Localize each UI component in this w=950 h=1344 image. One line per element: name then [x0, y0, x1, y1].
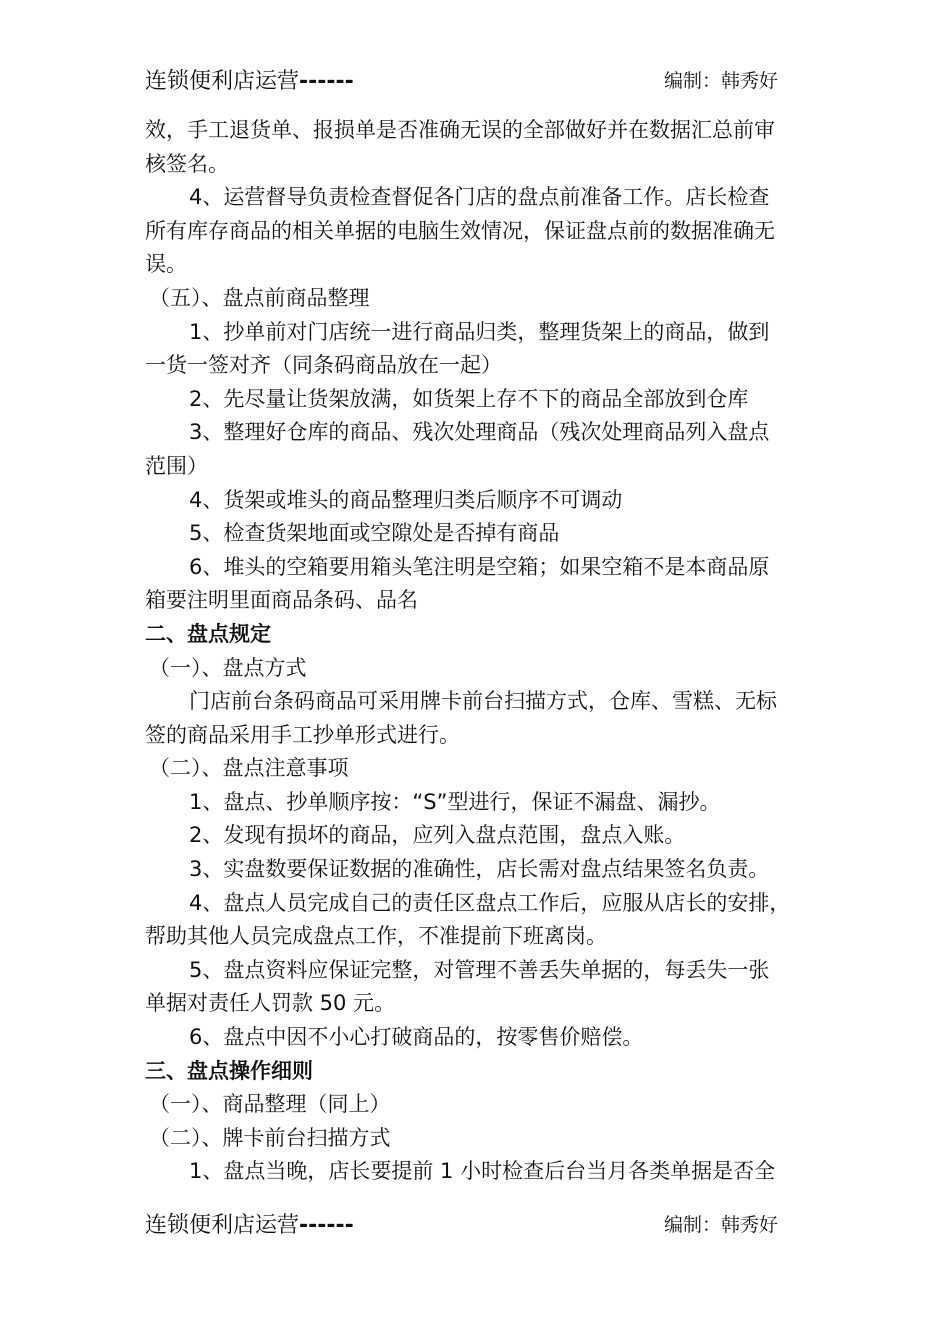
section-heading: 二、盘点规定 — [145, 621, 271, 646]
subsection-heading: （一）、盘点方式 — [149, 655, 307, 680]
list-item: 1、盘点、抄单顺序按：“S”型进行，保证不漏盘、漏抄。 — [189, 789, 721, 814]
paragraph-line: 误。 — [145, 252, 187, 277]
paragraph-line: 范围） — [145, 453, 208, 478]
footer-title: 连锁便利店运营------ — [145, 1213, 354, 1238]
page-footer — [145, 1208, 778, 1242]
footer-dashes: ------ — [299, 1213, 354, 1238]
subsection-heading: （二）、牌卡前台扫描方式 — [149, 1125, 391, 1150]
list-item: 3、整理好仓库的商品、残次处理商品（残次处理商品列入盘点 — [189, 420, 770, 445]
list-item: 1、抄单前对门店统一进行商品归类，整理货架上的商品，做到 — [189, 319, 770, 344]
list-item: 4、货架或堆头的商品整理归类后顺序不可调动 — [189, 487, 623, 512]
list-item: 2、先尽量让货架放满，如货架上存不下的商品全部放到仓库 — [189, 386, 749, 411]
paragraph-line: 所有库存商品的相关单据的电脑生效情况，保证盘点前的数据准确无 — [145, 218, 775, 243]
paragraph-line: 单据对责任人罚款 50 元。 — [145, 991, 396, 1016]
list-item: 1、盘点当晚，店长要提前 1 小时检查后台当月各类单据是否全 — [189, 1159, 776, 1184]
list-item: 6、盘点中因不小心打破商品的，按零售价赔偿。 — [189, 1025, 644, 1050]
list-item: 2、发现有损坏的商品，应列入盘点范围，盘点入账。 — [189, 823, 686, 848]
header-editor: 编制：韩秀好 — [663, 70, 778, 92]
document-body — [145, 114, 810, 1189]
paragraph-line: 签的商品采用手工抄单形式进行。 — [145, 722, 460, 747]
list-item: 5、检查货架地面或空隙处是否掉有商品 — [189, 521, 560, 546]
paragraph-line: 核签名。 — [145, 151, 229, 176]
list-item: 5、盘点资料应保证完整，对管理不善丢失单据的，每丢失一张 — [189, 957, 770, 982]
list-item: 6、堆头的空箱要用箱头笔注明是空箱；如果空箱不是本商品原 — [189, 554, 770, 579]
page-header — [145, 64, 778, 98]
list-item: 4、盘点人员完成自己的责任区盘点工作后，应服从店长的安排， — [189, 890, 791, 915]
subsection-heading: （五）、盘点前商品整理 — [149, 285, 370, 310]
header-dashes: ------ — [299, 69, 354, 94]
paragraph-line: 一货一签对齐（同条码商品放在一起） — [145, 353, 502, 378]
header-title: 连锁便利店运营------ — [145, 69, 354, 94]
paragraph-line: 箱要注明里面商品条码、品名 — [145, 588, 418, 613]
paragraph-line: 帮助其他人员完成盘点工作，不准提前下班离岗。 — [145, 924, 607, 949]
paragraph-line: 门店前台条码商品可采用牌卡前台扫描方式，仓库、雪糕、无标 — [189, 689, 777, 714]
subsection-heading: （一）、商品整理（同上） — [149, 1092, 391, 1117]
paragraph-line: 4、运营督导负责检查督促各门店的盘点前准备工作。店长检查 — [189, 185, 770, 210]
list-item: 3、实盘数要保证数据的准确性，店长需对盘点结果签名负责。 — [189, 857, 770, 882]
section-heading: 三、盘点操作细则 — [145, 1058, 313, 1083]
subsection-heading: （二）、盘点注意事项 — [149, 756, 349, 781]
paragraph-line: 效，手工退货单、报损单是否准确无误的全部做好并在数据汇总前审 — [145, 118, 775, 142]
footer-editor: 编制：韩秀好 — [663, 1214, 778, 1236]
